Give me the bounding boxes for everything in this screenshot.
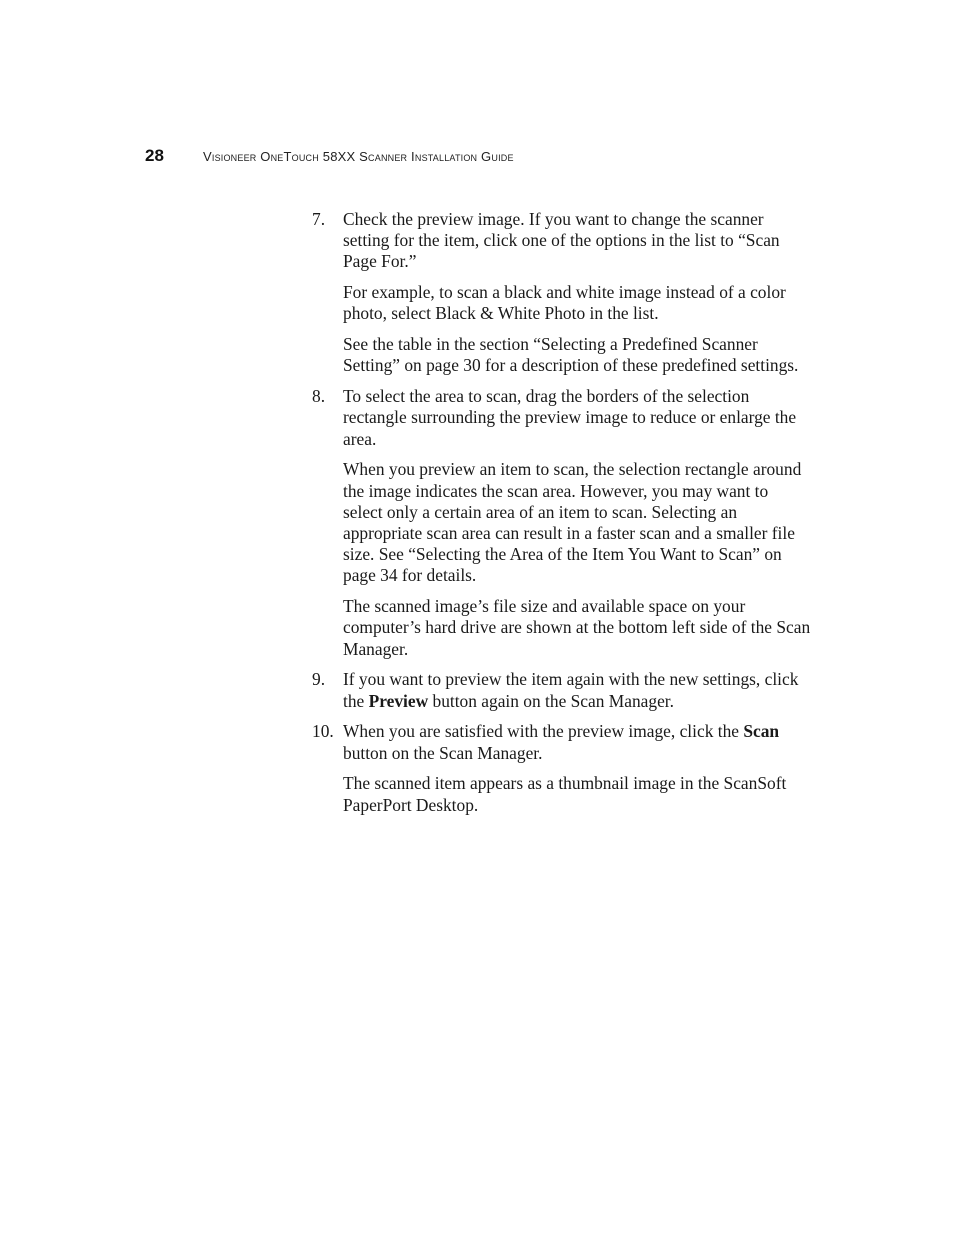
step-text-before: If you want to preview the item again with the new settings, click the	[343, 669, 799, 711]
step-text-after: button again on the Scan Manager.	[428, 690, 674, 711]
preview-button-label: Preview	[368, 690, 429, 711]
running-header	[145, 146, 514, 170]
step-text: To select the area to scan, drag the borders of the selection rectangle surrounding the preview image to reduce or enlarge the area.	[343, 386, 797, 449]
step-note: When you preview an item to scan, the selection rectangle around the image indicates the scan area. However, you may want to select only a certain area of an item to scan. Selecting an appropriate scan area can result in a faster scan and a smaller file size. See “Selecting the Area of the Item You Want to Scan” on page 34 for details.	[343, 459, 802, 586]
step-9	[312, 669, 812, 711]
step-text-before: When you are satisfied with the preview image, click the	[343, 721, 744, 742]
scan-button-label: Scan	[743, 721, 780, 742]
step-note: For example, to scan a black and white image instead of a color photo, select Black & White Photo in the list.	[343, 282, 786, 324]
instructions-list	[312, 209, 812, 825]
step-note: The scanned item appears as a thumbnail image in the ScanSoft PaperPort Desktop.	[343, 773, 787, 815]
step-note: The scanned image’s file size and available space on your computer’s hard drive are shown at the bottom left side of the Scan Manager.	[343, 596, 811, 659]
step-text	[343, 721, 812, 763]
step-note: See the table in the section “Selecting a Predefined Scanner Setting” on page 30 for a description of these predefined settings.	[343, 334, 799, 376]
step-text	[343, 669, 812, 711]
step-number: 8.	[312, 386, 326, 407]
step-number: 9.	[312, 669, 326, 690]
step-number: 7.	[312, 209, 326, 229]
step-text: Check the preview image. If you want to change the scanner setting for the item, click one of the options in the list to “Scan Page For.”	[343, 209, 780, 272]
step-8	[312, 386, 812, 660]
header-title: Visioneer OneTouch 58XX Scanner Installation Guide	[203, 149, 514, 164]
step-10	[312, 721, 812, 815]
page-number: 28	[145, 146, 164, 165]
step-text-after: button on the Scan Manager.	[343, 742, 543, 763]
step-7	[312, 209, 812, 377]
step-number: 10.	[312, 721, 334, 742]
